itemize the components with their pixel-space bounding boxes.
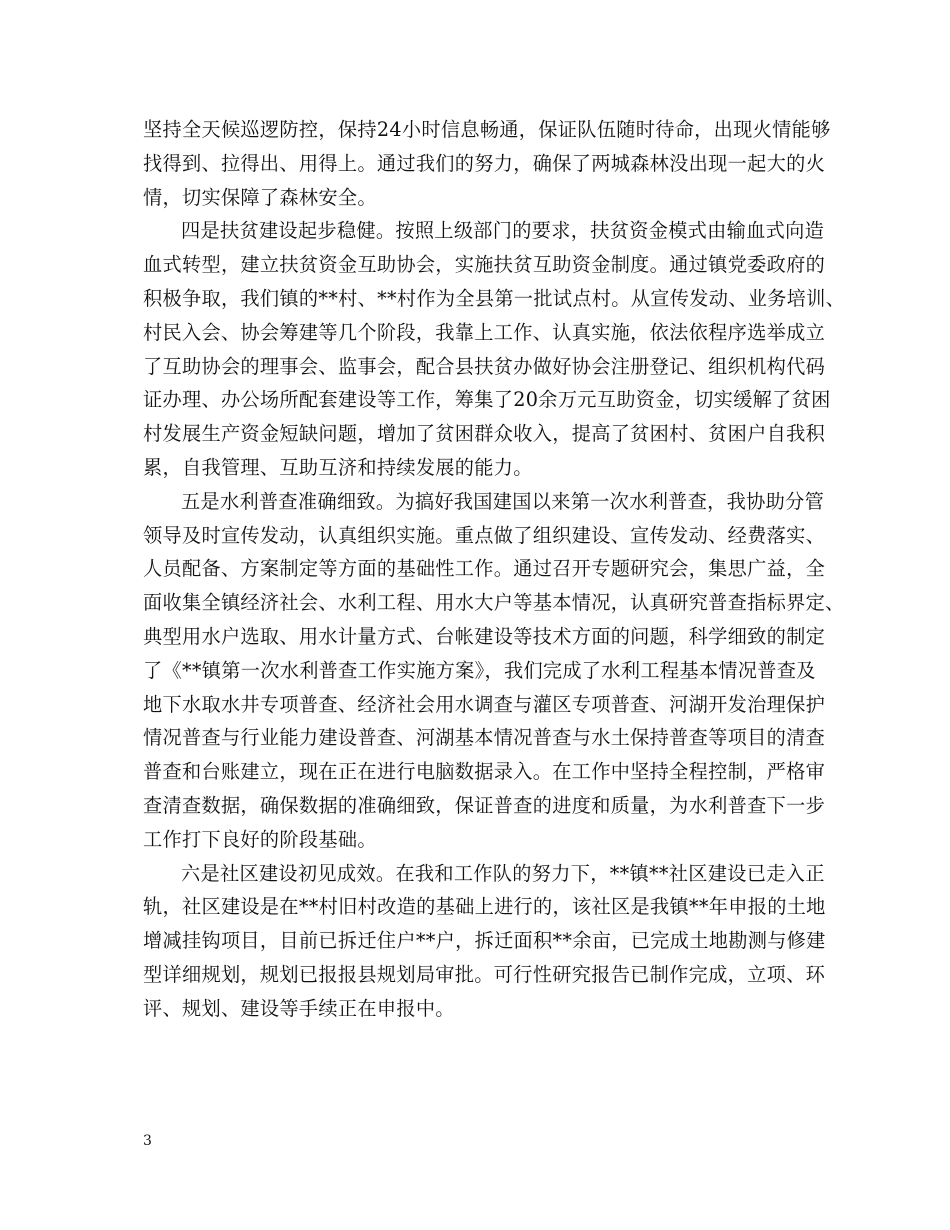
paragraph-community-construction [143,857,826,1026]
text-line: 普查和台账建立，现在正在进行电脑数据录入。在工作中坚持全程控制，严格审 [143,760,826,784]
text-line: 村民入会、协会筹建等几个阶段，我靠上工作、认真实施，依法依程序选举成立 [143,320,826,344]
paragraph-poverty-alleviation [143,214,846,484]
text-line: 血式转型，建立扶贫资金互助协会，实施扶贫互助资金制度。通过镇党委政府的 [143,253,826,277]
text-line: 找得到、拉得出、用得上。通过我们的努力，确保了两城森林没出现一起大的火 [143,151,826,175]
text-line: 典型用水户选取、用水计量方式、台帐建设等技术方面的问题，科学细致的制定 [143,624,826,648]
text-line: 面收集全镇经济社会、水利工程、用水大户等基本情况，认真研究普查指标界定、 [143,591,845,615]
text-line: 轨，社区建设是在**村旧村改造的基础上进行的，该社区是我镇**年申报的土地 [143,895,826,919]
text-line: 积极争取，我们镇的**村、**村作为全县第一批试点村。从宣传发动、业务培训、 [143,286,846,310]
text-line: 情况普查与行业能力建设普查、河湖基本情况普查与水土保持普查等项目的清查 [143,726,826,750]
body-text [143,113,846,1026]
text-line: 证办理、办公场所配套建设等工作，筹集了20余万元互助资金，切实缓解了贫困 [143,388,831,412]
text-line: 情，切实保障了森林安全。 [143,185,377,209]
paragraph-forest-fire-prevention [143,113,831,214]
paragraph-water-census [143,485,845,857]
text-line: 人员配备、方案制定等方面的基础性工作。通过召开专题研究会，集思广益，全 [143,557,826,581]
text-line: 增减挂钩项目，目前已拆迁住户**户，拆迁面积**余亩，已完成土地勘测与修建 [143,929,826,953]
text-line: 了《**镇第一次水利普查工作实施方案》，我们完成了水利工程基本情况普查及 [143,658,816,682]
text-line: 查清查数据，确保数据的准确细致，保证普查的进度和质量，为水利普查下一步 [143,793,826,817]
text-line: 村发展生产资金短缺问题，增加了贫困群众收入，提高了贫困村、贫困户自我积 [143,422,826,446]
text-line: 工作打下良好的阶段基础。 [143,827,377,851]
text-line: 六是社区建设初见成效。在我和工作队的努力下，**镇**社区建设已走入正 [181,861,825,885]
text-line: 四是扶贫建设起步稳健。按照上级部门的要求，扶贫资金模式由输血式向造 [181,219,825,243]
text-line: 评、规划、建设等手续正在申报中。 [143,996,455,1020]
text-line: 累，自我管理、互助互济和持续发展的能力。 [143,455,533,479]
text-line: 领导及时宣传发动，认真组织实施。重点做了组织建设、宣传发动、经费落实、 [143,523,826,547]
text-line: 型详细规划，规划已报报县规划局审批。可行性研究报告已制作完成，立项、环 [143,962,826,986]
text-line: 五是水利普查准确细致。为搞好我国建国以来第一次水利普查，我协助分管 [181,489,825,513]
text-line: 坚持全天候巡逻防控，保持24小时信息畅通，保证队伍随时待命，出现火情能够 [143,118,831,141]
text-line: 地下水取水井专项普查、经济社会用水调查与灌区专项普查、河湖开发治理保护 [143,692,826,716]
page-number: 3 [143,1133,152,1149]
text-line: 了互助协会的理事会、监事会，配合县扶贫办做好协会注册登记、组织机构代码 [143,354,826,378]
